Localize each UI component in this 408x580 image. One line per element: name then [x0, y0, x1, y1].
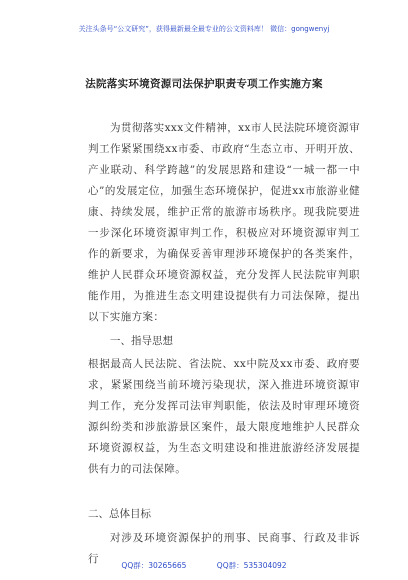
section1-paragraph: 根据最高人民法院、省法院、xx中院及xx市委、政府要求，紧紧围绕当前环境污染现状，深入推进环境资源审判工作，充分发挥司法审判职能，依法及时审理环境资源纠纷类和涉旅游景区案件，最大限度地维护人民群众环境资源权益，为生态文明建设和推进旅游经济发展提供有力的司法保障。 — [88, 358, 360, 475]
footer-qq-group-1: QQ群：30265665 — [121, 561, 187, 570]
intro-paragraph-block — [88, 118, 360, 328]
section2-paragraph: 对涉及环境资源保护的刑事、民商事、行政及非诉行 — [88, 532, 360, 565]
document-title: 法院落实环境资源司法保护职责专项工作实施方案 — [85, 78, 323, 90]
section1-heading: 一、指导思想 — [110, 335, 173, 347]
footer-contact — [0, 560, 408, 571]
intro-paragraph: 为贯彻落实xxx文件精神，xx市人民法院环境资源审判工作紧紧围绕xx市委、市政府“生态立市、开明开放、产业联动、科学跨越”的发展思路和建设“一城一都一中心”的发展定位，加强生态环境保护，促进xx市旅游业健康、持续发展，维护正常的旅游市场秩序。现我院要进一步深化环境资源审判工作，积极应对环境资源审判工作的新要求，为确保妥善审理涉环境保护的各类案件，维护人民群众环境资源权益，充分发挥人民法院审判职能作用，为推进生态文明建设提供有力司法保障，提出以下实施方案： — [88, 122, 360, 323]
footer-qq-group-2: QQ群：535304092 — [216, 561, 287, 570]
section2-heading: 二、总体目标 — [88, 508, 151, 520]
section1-paragraph-block — [88, 354, 360, 480]
header-promo-note: 关注头条号“公文研究”，获得最新最全最专业的公文资料库！ 微信：gongwenyj — [78, 25, 330, 33]
